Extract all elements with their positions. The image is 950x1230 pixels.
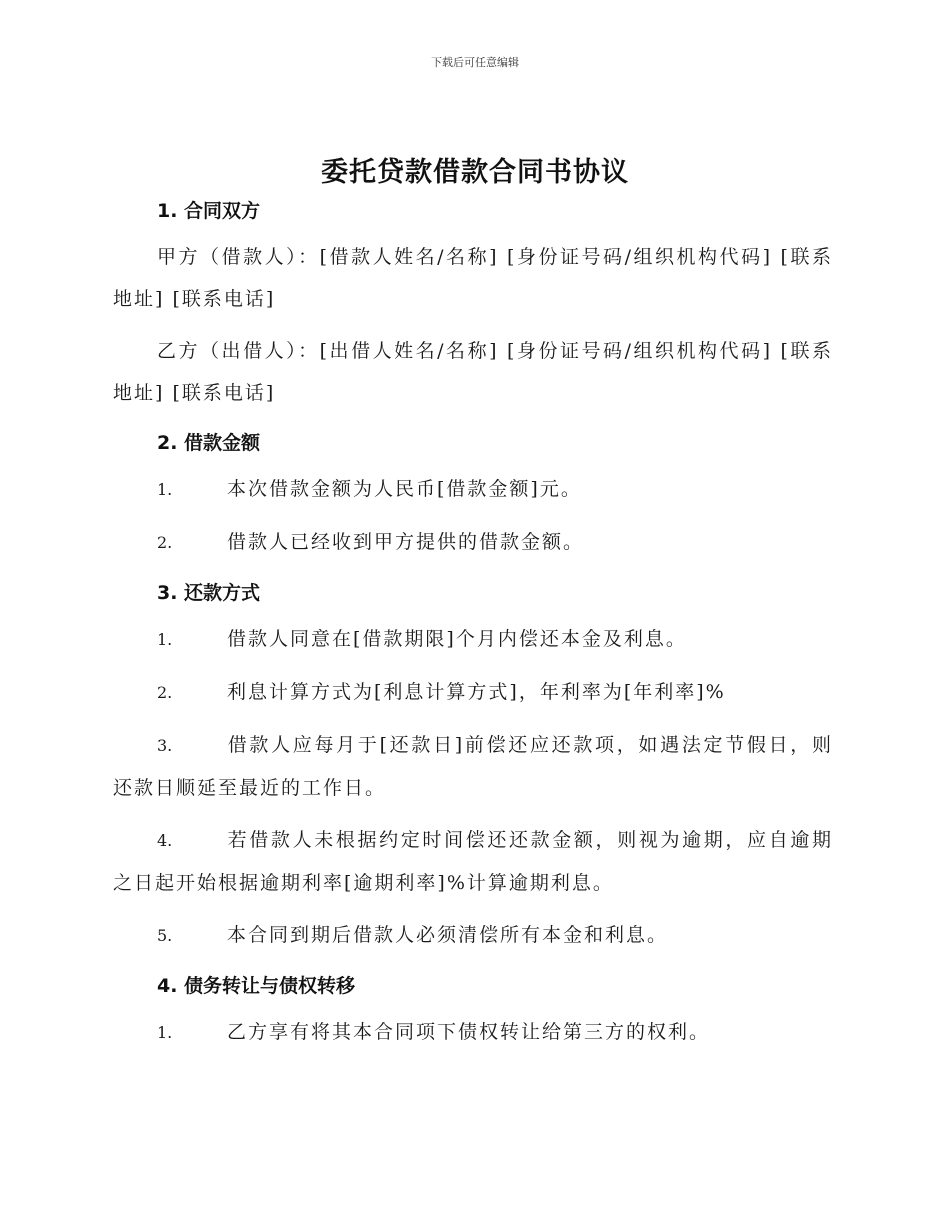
list-item <box>113 671 833 714</box>
list-text: 利息计算方式为[利息计算方式]，年利率为[年利率]% <box>227 681 726 703</box>
list-item <box>113 914 833 957</box>
list-text: 若借款人未根据约定时间偿还还款金额，则视为逾期，应自逾期之日起开始根据逾期利率[逾期利率]%计算逾期利息。 <box>113 829 833 894</box>
document-title: 委托贷款借款合同书协议 <box>321 157 629 188</box>
list-number: 5. <box>157 926 173 945</box>
list-item <box>113 618 833 661</box>
list-number: 2. <box>157 533 173 552</box>
list-item <box>113 724 833 809</box>
section-heading: 2. 借款金额 <box>157 432 261 454</box>
list-text: 本合同到期后借款人必须清偿所有本金和利息。 <box>227 924 669 946</box>
header-note: 下载后可任意编辑 <box>431 56 519 69</box>
list-number: 1. <box>157 1023 173 1042</box>
list-text: 本次借款金额为人民币[借款金额]元。 <box>227 478 582 500</box>
list-text: 借款人已经收到甲方提供的借款金额。 <box>227 531 585 553</box>
list-text: 借款人同意在[借款期限]个月内偿还本金及利息。 <box>227 628 687 650</box>
list-number: 2. <box>157 683 173 702</box>
list-number: 3. <box>157 736 173 755</box>
list-item <box>113 521 833 564</box>
list-number: 1. <box>157 630 173 649</box>
section-heading: 3. 还款方式 <box>157 582 261 604</box>
list-text: 借款人应每月于[还款日]前偿还应还款项，如遇法定节假日，则还款日顺延至最近的工作日。 <box>113 734 833 799</box>
list-number: 1. <box>157 480 173 499</box>
paragraph-party-b: 乙方（出借人）：[出借人姓名/名称] [身份证号码/组织机构代码] [联系地址] [联系电话] <box>113 340 833 404</box>
section-heading: 1. 合同双方 <box>157 200 261 222</box>
section-heading: 4. 债务转让与债权转移 <box>157 975 356 997</box>
list-item <box>113 1011 833 1054</box>
document-body <box>113 196 833 1054</box>
list-number: 4. <box>157 831 173 850</box>
list-text: 乙方享有将其本合同项下债权转让给第三方的权利。 <box>227 1021 711 1043</box>
paragraph-party-a: 甲方（借款人）：[借款人姓名/名称] [身份证号码/组织机构代码] [联系地址] [联系电话] <box>113 246 833 310</box>
list-item <box>113 468 833 511</box>
list-item <box>113 819 833 904</box>
